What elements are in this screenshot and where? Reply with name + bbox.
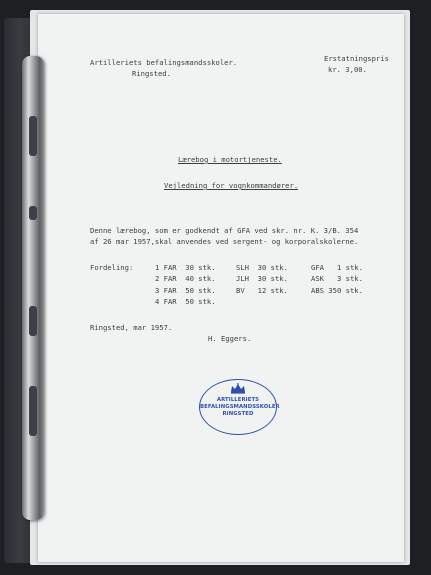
distribution-item: 2 FAR 40 stk. — [155, 274, 216, 283]
distribution-item: GFA 1 stk. — [311, 263, 363, 272]
stamp-line-3: RINGSTED — [222, 411, 254, 417]
body-line-1: Denne lærebog, som er godkendt af GFA ved skr. nr. K. 3/B. 354 — [90, 226, 359, 235]
distribution-label: Fordeling: — [90, 263, 134, 272]
distribution-item: ABS 350 stk. — [311, 286, 363, 295]
distribution-item: 3 FAR 50 stk. — [155, 286, 216, 295]
place-date: Ringsted, mar 1957. — [90, 323, 173, 332]
body-line-2: af 26 mar 1957,skal anvendes ved sergent- og korporalskolerne. — [90, 237, 359, 246]
distribution-item: SLH 30 stk. — [236, 263, 288, 272]
stamp-line-1: ARTILLERIETS — [216, 397, 260, 403]
school-name: Artilleriets befalingsmandsskoler. — [90, 58, 238, 67]
distribution-item: JLH 30 stk. — [236, 274, 288, 283]
price-label: Erstatningspris — [324, 54, 389, 63]
document-subtitle: Vejledning for vognkommandører. — [164, 181, 299, 190]
school-location: Ringsted. — [132, 69, 171, 78]
document-title: Lærebog i motortjeneste. — [178, 155, 282, 164]
crown-icon — [230, 383, 246, 394]
price-value: kr. 3,00. — [328, 65, 367, 74]
binder-clip — [22, 56, 44, 520]
distribution-item: 1 FAR 30 stk. — [155, 263, 216, 272]
distribution-item: ASK 3 stk. — [311, 274, 363, 283]
stamp-line-2: BEFALINGSMANDSSKOLER — [200, 404, 280, 410]
distribution-item: BV 12 stk. — [236, 286, 288, 295]
signature: H. Eggers. — [208, 334, 252, 343]
official-stamp — [199, 379, 280, 435]
distribution-item: 4 FAR 50 stk. — [155, 297, 216, 306]
document-page — [38, 14, 404, 562]
